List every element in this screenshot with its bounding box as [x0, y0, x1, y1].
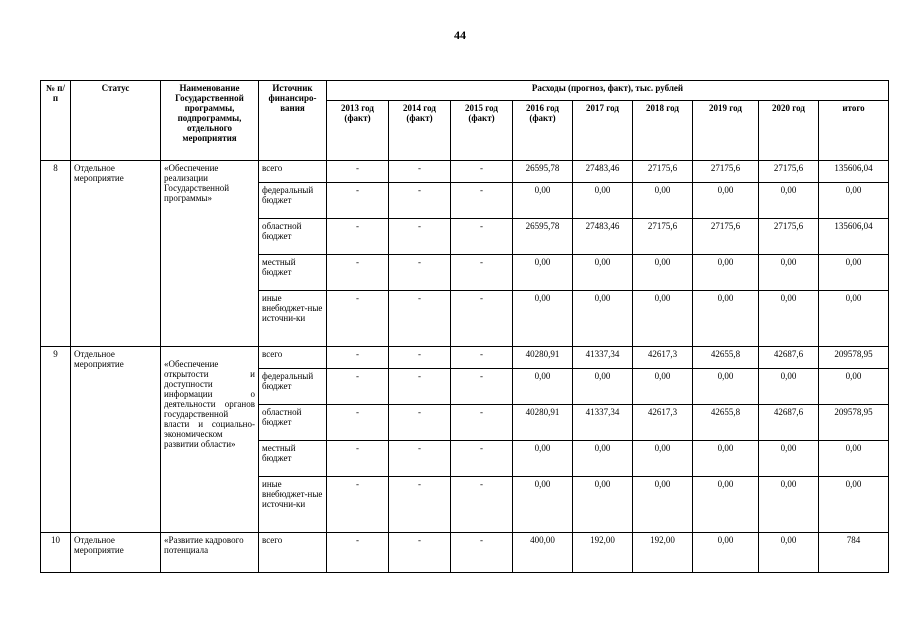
value-cell: 0,00: [513, 369, 573, 405]
value-cell: -: [389, 405, 451, 441]
value-cell: 0,00: [759, 255, 819, 291]
header-year: 2013 год (факт): [327, 101, 389, 161]
value-cell: 0,00: [759, 291, 819, 347]
value-cell: 41337,34: [573, 347, 633, 369]
header-year: 2019 год: [693, 101, 759, 161]
value-cell: 0,00: [633, 183, 693, 219]
value-cell: -: [327, 255, 389, 291]
header-year: 2016 год (факт): [513, 101, 573, 161]
value-cell: 0,00: [759, 183, 819, 219]
value-cell: -: [327, 405, 389, 441]
budget-table: [40, 80, 889, 573]
value-cell: 0,00: [573, 291, 633, 347]
value-cell: 42655,8: [693, 347, 759, 369]
value-cell: -: [389, 183, 451, 219]
total-cell: 209578,95: [819, 405, 889, 441]
row-number: 10: [41, 533, 71, 573]
value-cell: -: [451, 405, 513, 441]
value-cell: -: [327, 347, 389, 369]
value-cell: -: [327, 291, 389, 347]
value-cell: -: [451, 255, 513, 291]
header-total: итого: [819, 101, 889, 161]
header-year: 2014 год (факт): [389, 101, 451, 161]
total-cell: 784: [819, 533, 889, 573]
table-row: [41, 347, 889, 369]
value-cell: 0,00: [573, 441, 633, 477]
value-cell: 27175,6: [759, 219, 819, 255]
program-name-cell: «Обеспечение реализации Государственной программы»: [161, 161, 259, 347]
value-cell: 0,00: [513, 255, 573, 291]
value-cell: 0,00: [759, 369, 819, 405]
row-number: 9: [41, 347, 71, 533]
value-cell: -: [327, 369, 389, 405]
value-cell: 40280,91: [513, 347, 573, 369]
value-cell: 192,00: [633, 533, 693, 573]
value-cell: -: [451, 533, 513, 573]
table-row: [41, 533, 889, 573]
total-cell: 0,00: [819, 477, 889, 533]
row-number: 8: [41, 161, 71, 347]
value-cell: -: [327, 441, 389, 477]
value-cell: -: [389, 255, 451, 291]
status-cell: Отдельное мероприятие: [71, 533, 161, 573]
value-cell: 0,00: [759, 533, 819, 573]
total-cell: 0,00: [819, 183, 889, 219]
funding-source-cell: всего: [259, 347, 327, 369]
total-cell: 135606,04: [819, 161, 889, 183]
value-cell: -: [327, 477, 389, 533]
funding-source-cell: иные внебюджет-ные источни-ки: [259, 291, 327, 347]
total-cell: 135606,04: [819, 219, 889, 255]
value-cell: 0,00: [513, 441, 573, 477]
value-cell: 400,00: [513, 533, 573, 573]
value-cell: 41337,34: [573, 405, 633, 441]
value-cell: 27483,46: [573, 161, 633, 183]
value-cell: 0,00: [693, 183, 759, 219]
value-cell: 0,00: [633, 369, 693, 405]
funding-source-cell: всего: [259, 533, 327, 573]
value-cell: 42617,3: [633, 405, 693, 441]
value-cell: 0,00: [573, 183, 633, 219]
value-cell: 42617,3: [633, 347, 693, 369]
value-cell: 42687,6: [759, 347, 819, 369]
header-num: № п/п: [41, 81, 71, 161]
value-cell: 27175,6: [633, 161, 693, 183]
value-cell: -: [451, 347, 513, 369]
value-cell: -: [451, 441, 513, 477]
value-cell: 0,00: [693, 291, 759, 347]
value-cell: 27175,6: [693, 219, 759, 255]
value-cell: 26595,78: [513, 219, 573, 255]
value-cell: -: [451, 291, 513, 347]
header-year: 2015 год (факт): [451, 101, 513, 161]
value-cell: -: [327, 533, 389, 573]
value-cell: 0,00: [693, 477, 759, 533]
value-cell: -: [451, 477, 513, 533]
page-number: 44: [454, 28, 466, 42]
value-cell: -: [389, 161, 451, 183]
value-cell: 27175,6: [633, 219, 693, 255]
value-cell: 0,00: [513, 477, 573, 533]
value-cell: 0,00: [513, 291, 573, 347]
header-source: Источник финансиро-вания: [259, 81, 327, 161]
value-cell: 0,00: [633, 441, 693, 477]
header-year: 2018 год: [633, 101, 693, 161]
value-cell: -: [389, 219, 451, 255]
funding-source-cell: областной бюджет: [259, 219, 327, 255]
value-cell: 0,00: [573, 477, 633, 533]
value-cell: 0,00: [693, 441, 759, 477]
value-cell: 0,00: [693, 533, 759, 573]
value-cell: 0,00: [759, 477, 819, 533]
value-cell: -: [327, 161, 389, 183]
value-cell: -: [327, 183, 389, 219]
header-expenses: Расходы (прогноз, факт), тыс. рублей: [327, 81, 889, 101]
total-cell: 0,00: [819, 291, 889, 347]
header-year: 2020 год: [759, 101, 819, 161]
value-cell: -: [389, 533, 451, 573]
value-cell: 0,00: [633, 291, 693, 347]
value-cell: -: [389, 477, 451, 533]
total-cell: 0,00: [819, 441, 889, 477]
value-cell: -: [389, 369, 451, 405]
total-cell: 209578,95: [819, 347, 889, 369]
funding-source-cell: областной бюджет: [259, 405, 327, 441]
value-cell: 27175,6: [759, 161, 819, 183]
value-cell: -: [451, 369, 513, 405]
value-cell: -: [389, 347, 451, 369]
value-cell: -: [451, 183, 513, 219]
value-cell: 0,00: [633, 477, 693, 533]
funding-source-cell: иные внебюджет-ные источни-ки: [259, 477, 327, 533]
program-name-cell: «Обеспечение открытости и доступности информации о деятельности органов государственной власти и социально-экономическом развитии области»: [161, 347, 259, 533]
value-cell: 0,00: [573, 369, 633, 405]
value-cell: 192,00: [573, 533, 633, 573]
header-name: Наименование Государственной программы, подпрограммы, отдельного мероприятия: [161, 81, 259, 161]
funding-source-cell: федеральный бюджет: [259, 369, 327, 405]
value-cell: -: [389, 291, 451, 347]
table-row: [41, 161, 889, 183]
header-year: 2017 год: [573, 101, 633, 161]
value-cell: 27483,46: [573, 219, 633, 255]
status-cell: Отдельное мероприятие: [71, 161, 161, 347]
program-name-cell: «Развитие кадрового потенциала: [161, 533, 259, 573]
value-cell: 26595,78: [513, 161, 573, 183]
value-cell: -: [389, 441, 451, 477]
value-cell: 0,00: [633, 255, 693, 291]
header-status: Статус: [71, 81, 161, 161]
value-cell: 0,00: [513, 183, 573, 219]
funding-source-cell: местный бюджет: [259, 255, 327, 291]
value-cell: 0,00: [693, 255, 759, 291]
value-cell: 42655,8: [693, 405, 759, 441]
value-cell: 42687,6: [759, 405, 819, 441]
value-cell: -: [451, 161, 513, 183]
value-cell: -: [327, 219, 389, 255]
value-cell: 0,00: [573, 255, 633, 291]
total-cell: 0,00: [819, 255, 889, 291]
total-cell: 0,00: [819, 369, 889, 405]
value-cell: 40280,91: [513, 405, 573, 441]
value-cell: 0,00: [759, 441, 819, 477]
funding-source-cell: местный бюджет: [259, 441, 327, 477]
funding-source-cell: федеральный бюджет: [259, 183, 327, 219]
funding-source-cell: всего: [259, 161, 327, 183]
value-cell: 27175,6: [693, 161, 759, 183]
value-cell: 0,00: [693, 369, 759, 405]
value-cell: -: [451, 219, 513, 255]
status-cell: Отдельное мероприятие: [71, 347, 161, 533]
